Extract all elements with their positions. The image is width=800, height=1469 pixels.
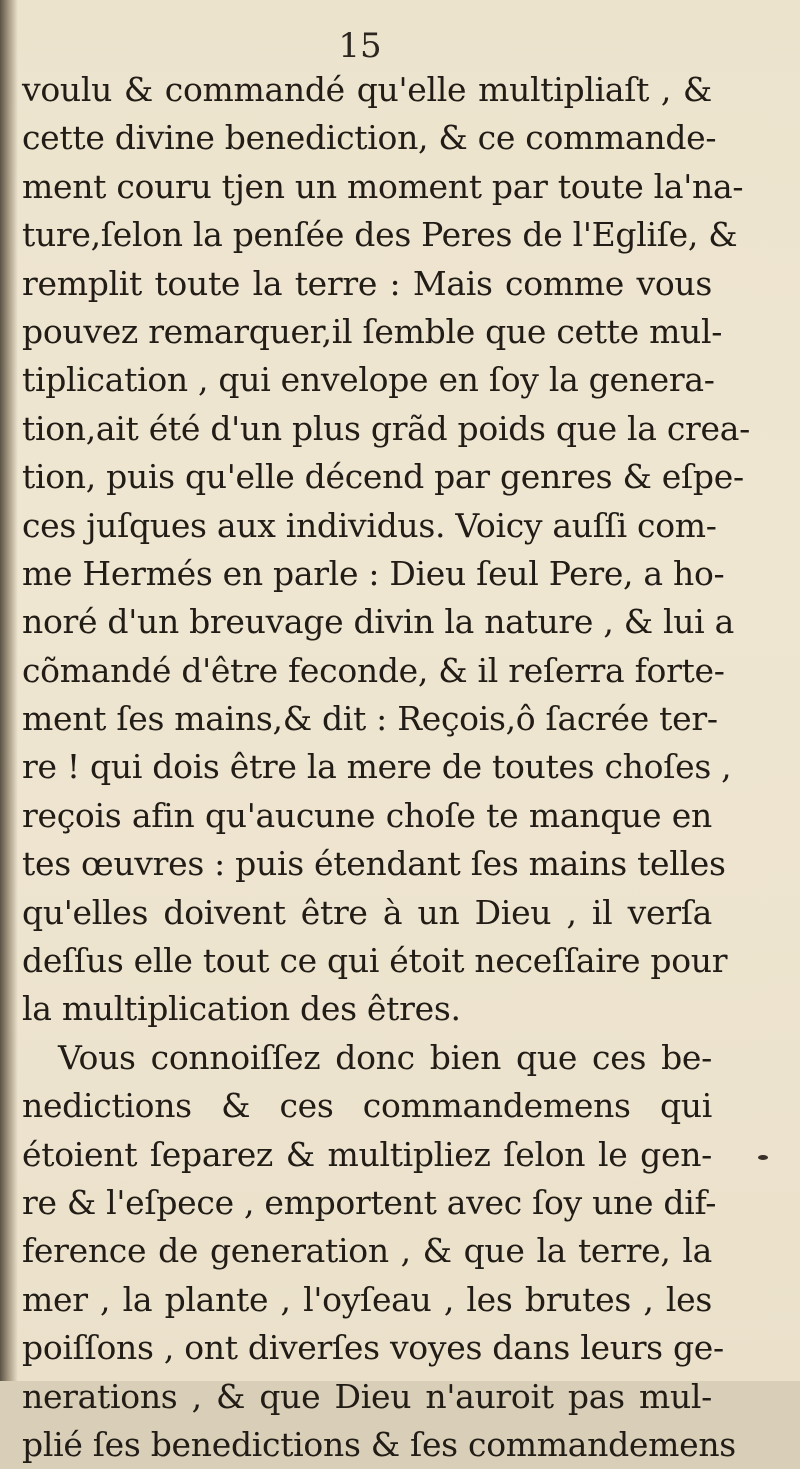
text-line: tes œuvres : puis étendant ſes mains telles <box>22 844 726 884</box>
text-line: ces juſques aux individus. Voicy auſſi com- <box>22 505 717 545</box>
text-line: qu'elles doivent être à un Dieu , il verſa <box>22 892 712 932</box>
text-line: poiſſons , ont diverſes voyes dans leurs ge- <box>22 1328 724 1368</box>
text-line: re & l'eſpece , emportent avec ſoy une dif- <box>22 1182 717 1222</box>
text-line: tion,ait été d'un plus grãd poids que la crea- <box>22 408 750 448</box>
text-line: remplit toute la terre : Mais comme vous <box>22 263 712 303</box>
text-line: tiplication , qui envelope en ſoy la genera- <box>22 360 715 400</box>
text-line: voulu & commandé qu'elle multipliaſt , & <box>22 70 712 109</box>
text-line: noré d'un breuvage divin la nature , & lui a <box>22 602 734 642</box>
page-number: 15 <box>338 26 382 66</box>
text-line: ment ſes mains,& dit : Reçois,ô ſacrée ter- <box>22 699 718 739</box>
text-line: pouvez remarquer,il ſemble que cette mul- <box>22 311 723 351</box>
paragraph-2 <box>22 1034 736 1469</box>
text-line: cõmandé d'être feconde, & il reſerra forte- <box>22 650 725 690</box>
text-line: ference de generation , & que la terre, la <box>22 1231 712 1271</box>
text-line: ment couru tjen un moment par toute la'na- <box>22 166 744 206</box>
ink-speck <box>758 1155 768 1160</box>
text-line: reçois afin qu'aucune choſe te manque en <box>22 795 712 835</box>
text-line: plié ſes benedictions & ſes commandemens <box>22 1424 736 1464</box>
text-line: la multiplication des êtres. <box>22 989 461 1029</box>
text-line: me Hermés en parle : Dieu ſeul Pere, a ho- <box>22 553 725 593</box>
text-line: cette divine benediction, & ce commande- <box>22 118 717 158</box>
body-text <box>22 66 750 1469</box>
text-line: étoient ſeparez & multipliez ſelon le gen- <box>22 1134 712 1174</box>
text-line: deſſus elle tout ce qui étoit neceſſaire pour <box>22 941 728 981</box>
binding-shadow <box>0 0 18 1381</box>
text-line: tion, puis qu'elle décend par genres & eſpe- <box>22 457 744 497</box>
text-line: ture,ſelon la penſée des Peres de l'Egliſe, & <box>22 215 738 255</box>
text-line: nedictions & ces commandemens qui <box>22 1086 712 1126</box>
text-line: Vous connoiſſez donc bien que ces be- <box>58 1037 712 1077</box>
text-line: mer , la plante , l'oyſeau , les brutes , les <box>22 1279 712 1319</box>
paragraph-1 <box>22 66 750 1034</box>
text-line: re ! qui dois être la mere de toutes choſes , <box>22 747 732 787</box>
text-line: nerations , & que Dieu n'auroit pas mul- <box>22 1376 712 1416</box>
